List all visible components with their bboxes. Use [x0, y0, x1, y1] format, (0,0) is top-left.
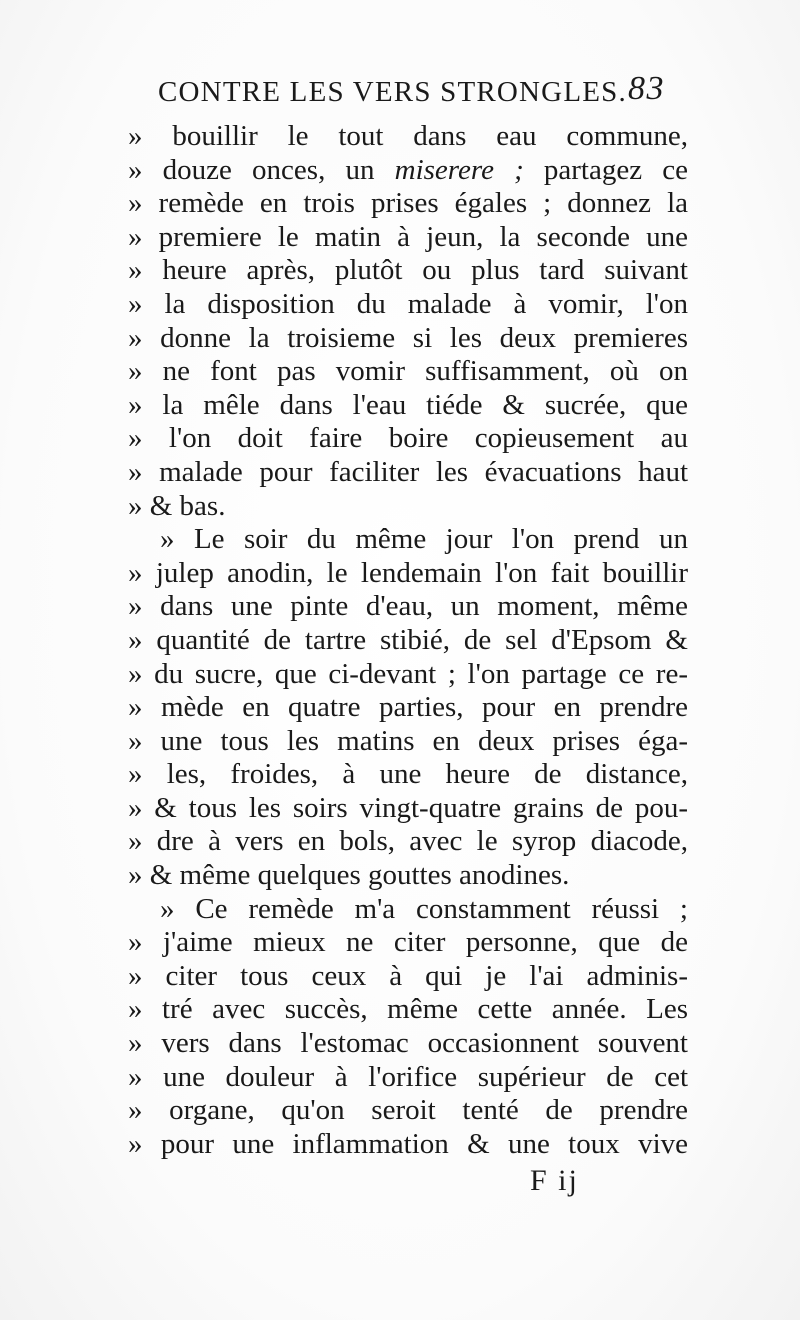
- running-title: CONTRE LES VERS STRONGLES.: [158, 76, 627, 108]
- text-line: » & bas.: [128, 489, 226, 522]
- text-line: » julep anodin, le lendemain l'on fait bouillir: [128, 556, 688, 589]
- text-line: » citer tous ceux à qui je l'ai adminis-: [128, 959, 688, 992]
- text-line: » la disposition du malade à vomir, l'on: [128, 287, 688, 320]
- text-line: » douze onces, un miserere ; partagez ce: [128, 153, 688, 186]
- text-line: » tré avec succès, même cette année. Les: [128, 993, 688, 1026]
- text-line: » ne font pas vomir suffisamment, où on: [128, 355, 688, 388]
- page-header: [158, 70, 698, 122]
- text-line: » j'aime mieux ne citer personne, que de: [128, 926, 688, 959]
- text-line: » mède en quatre parties, pour en prendre: [128, 691, 688, 724]
- text-line: » malade pour faciliter les évacuations haut: [128, 455, 688, 488]
- text-line: » quantité de tartre stibié, de sel d'Epsom &: [128, 623, 688, 656]
- text-line: » dans une pinte d'eau, un moment, même: [128, 590, 688, 623]
- text-line: » organe, qu'on seroit tenté de prendre: [128, 1094, 688, 1127]
- text-line: » l'on doit faire boire copieusement au: [128, 422, 688, 455]
- text-line: » une tous les matins en deux prises éga-: [128, 724, 688, 757]
- text-line: » vers dans l'estomac occasionnent souvent: [128, 1027, 688, 1060]
- signature-mark: F ij: [530, 1164, 579, 1197]
- text-line: » Ce remède m'a constamment réussi ;: [160, 892, 688, 925]
- text-line: » bouillir le tout dans eau commune,: [128, 120, 688, 152]
- text-line: » & même quelques gouttes anodines.: [128, 859, 570, 892]
- body-text: [128, 120, 688, 1161]
- text-line: » une douleur à l'orifice supérieur de cet: [128, 1060, 688, 1093]
- text-line: » dre à vers en bols, avec le syrop diacode,: [128, 825, 688, 858]
- text-line: » donne la troisieme si les deux premieres: [128, 321, 688, 354]
- page-number: 83: [628, 70, 665, 107]
- text-line: » la mêle dans l'eau tiéde & sucrée, que: [128, 388, 688, 421]
- text-line: » premiere le matin à jeun, la seconde une: [128, 220, 688, 253]
- italic-word: miserere ;: [394, 153, 524, 186]
- text-line: » heure après, plutôt ou plus tard suivant: [128, 254, 688, 287]
- text-line: » remède en trois prises égales ; donnez la: [128, 187, 688, 220]
- text-line: » pour une inflammation & une toux vive: [128, 1127, 688, 1160]
- text-line: » du sucre, que ci-devant ; l'on partage ce re-: [128, 657, 688, 690]
- text-line: » les, froides, à une heure de distance,: [128, 758, 688, 791]
- text-line: » Le soir du même jour l'on prend un: [160, 523, 688, 556]
- text-line: » & tous les soirs vingt-quatre grains de pou-: [128, 791, 688, 824]
